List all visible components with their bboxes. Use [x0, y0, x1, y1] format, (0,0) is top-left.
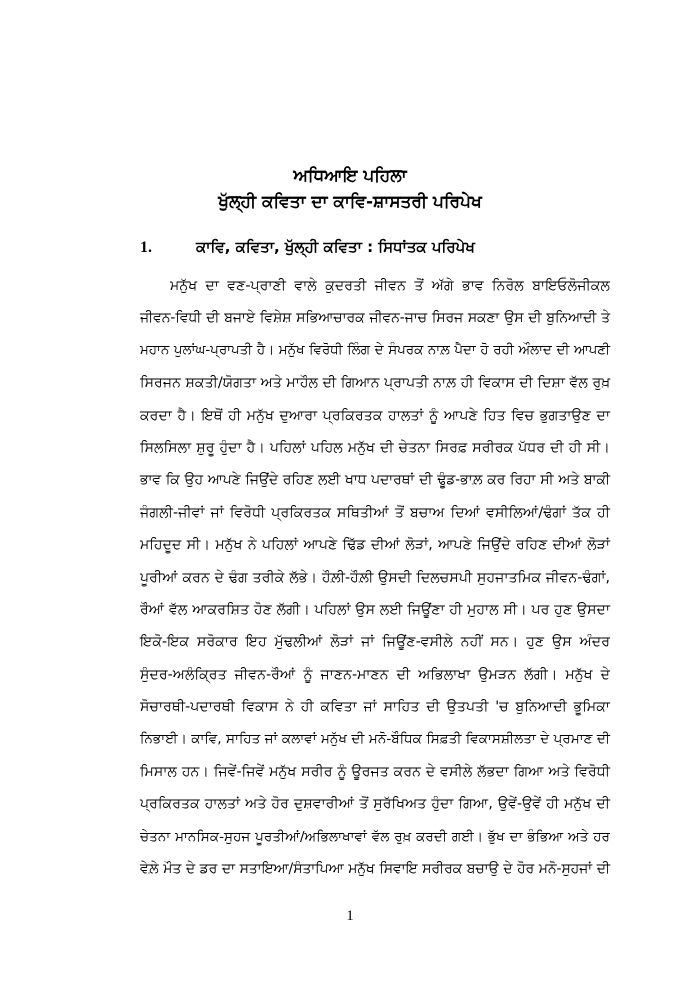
- body-paragraph: [140, 270, 610, 885]
- body-line: ਸੋਚਾਰਥੀ-ਪਦਾਰਥੀ ਵਿਕਾਸ ਨੇ ਹੀ ਕਵਿਤਾ ਜਾਂ ਸਾਹਿਤ ਦੀ ਉਤਪਤੀ 'ਚ ਬੁਨਿਆਦੀ ਭੂਮਿਕਾ: [140, 699, 610, 716]
- section-title: ਕਾਵਿ, ਕਵਿਤਾ, ਖੁੱਲ੍ਹੀ ਕਵਿਤਾ : ਸਿਧਾਂਤਕ ਪਰਿਪੇਖ: [196, 238, 475, 256]
- body-line: ਸਿਰਜਨ ਸ਼ਕਤੀ/ਯੋਗਤਾ ਅਤੇ ਮਾਹੌਲ ਦੀ ਗਿਆਨ ਪ੍ਰਾਪਤੀ ਨਾਲ਼ ਹੀ ਵਿਕਾਸ ਦੀ ਦਿਸ਼ਾ ਵੱਲ ਰੁਖ਼: [140, 375, 611, 392]
- body-line: ਨਿਭਾਈ। ਕਾਵਿ, ਸਾਹਿਤ ਜਾਂ ਕਲਾਵਾਂ ਮਨੁੱਖ ਦੀ ਮਨੋ-ਬੌਧਿਕ ਸਿਫ਼ਤੀ ਵਿਕਾਸਸ਼ੀਲਤਾ ਦੇ ਪ੍ਰਮਾਣ ਦੀ: [140, 731, 610, 748]
- body-line: ਜੀਵਨ-ਵਿਧੀ ਦੀ ਬਜਾਏ ਵਿਸ਼ੇਸ਼ ਸਭਿਆਚਾਰਕ ਜੀਵਨ-ਜਾਚ ਸਿਰਜ ਸਕਣਾ ਉਸ ਦੀ ਬੁਨਿਆਦੀ ਤੇ: [140, 310, 610, 327]
- body-line: ਪੂਰੀਆਂ ਕਰਨ ਦੇ ਢੰਗ ਤਰੀਕੇ ਲੱਭੇ। ਹੌਲ਼ੀ-ਹੌਲ਼ੀ ਉਸਦੀ ਦਿਲਚਸਪੀ ਸੁਹਜਾਤਮਿਕ ਜੀਵਨ-ਢੰਗਾਂ,: [140, 569, 610, 586]
- chapter-title: ਖੁੱਲ੍ਹੀ ਕਵਿਤਾ ਦਾ ਕਾਵਿ-ਸ਼ਾਸਤਰੀ ਪਰਿਪੇਖ: [218, 192, 482, 212]
- body-line: ਮਹਾਨ ਪੁਲਾਂਘ-ਪ੍ਰਾਪਤੀ ਹੈ। ਮਨੁੱਖ ਵਿਰੋਧੀ ਲਿੰਗ ਦੇ ਸੰਪਰਕ ਨਾਲ਼ ਪੈਦਾ ਹੋ ਰਹੀ ਔਲਾਦ ਦੀ ਆਪਣੀ: [140, 342, 610, 358]
- section-heading: [140, 238, 475, 257]
- section-number: 1.: [140, 239, 152, 256]
- body-line: ਮਨੁੱਖ ਦਾ ਵਣ-ਪ੍ਰਾਣੀ ਵਾਲੇ ਕੁਦਰਤੀ ਜੀਵਨ ਤੋਂ ਅੱਗੇ ਭਾਵ ਨਿਰੋਲ ਬਾਇਓਲੋਜੀਕਲ: [170, 278, 610, 294]
- body-line: ਮਹਿਦੂਦ ਸੀ। ਮਨੁੱਖ ਨੇ ਪਹਿਲਾਂ ਆਪਣੇ ਢਿੱਡ ਦੀਆਂ ਲੋੜਾਂ, ਆਪਣੇ ਜਿਉਂਦੇ ਰਹਿਣ ਦੀਆਂ ਲੋੜਾਂ: [140, 537, 610, 554]
- body-line: ਮਿਸਾਲ ਹਨ। ਜਿਵੇਂ-ਜਿਵੇਂ ਮਨੁੱਖ ਸਰੀਰ ਨੂੰ ਊਰਜਤ ਕਰਨ ਦੇ ਵਸੀਲੇ ਲੱਭਦਾ ਗਿਆ ਅਤੇ ਵਿਰੋਧੀ: [140, 763, 610, 780]
- page-number: 1: [346, 908, 354, 924]
- body-line: ਕਰਦਾ ਹੈ। ਇਥੋਂ ਹੀ ਮਨੁੱਖ ਦੁਆਰਾ ਪ੍ਰਕਿਰਤਕ ਹਾਲਤਾਂ ਨੂੰ ਆਪਣੇ ਹਿਤ ਵਿਚ ਭੁਗਤਾਉਣ ਦਾ: [140, 407, 610, 424]
- body-line: ਸਿਲਸਿਲਾ ਸ਼ੁਰੂ ਹੁੰਦਾ ਹੈ। ਪਹਿਲਾਂ ਪਹਿਲ ਮਨੁੱਖ ਦੀ ਚੇਤਨਾ ਸਿਰਫ਼ ਸਰੀਰਕ ਪੱਧਰ ਦੀ ਹੀ ਸੀ।: [140, 439, 610, 456]
- chapter-label: ਅਧਿਆਇ ਪਹਿਲਾ: [293, 166, 407, 186]
- body-line: ਜੰਗਲੀ-ਜੀਵਾਂ ਜਾਂ ਵਿਰੋਧੀ ਪ੍ਰਕਿਰਤਕ ਸਥਿਤੀਆਂ ਤੋਂ ਬਚਾਅ ਦਿਆਂ ਵਸੀਲਿਆਂ/ਢੰਗਾਂ ਤੱਕ ਹੀ: [140, 504, 610, 521]
- body-line: ਭਾਵ ਕਿ ਉਹ ਆਪਣੇ ਜਿਉਂਦੇ ਰਹਿਣ ਲਈ ਖਾਧ ਪਦਾਰਥਾਂ ਦੀ ਢੂੰਡ-ਭਾਲ਼ ਕਰ ਰਿਹਾ ਸੀ ਅਤੇ ਬਾਕੀ: [140, 472, 610, 489]
- body-line: ਪ੍ਰਕਿਰਤਕ ਹਾਲਤਾਂ ਅਤੇ ਹੋਰ ਦੁਸ਼ਵਾਰੀਆਂ ਤੋਂ ਸੁਰੱਖਿਅਤ ਹੁੰਦਾ ਗਿਆ, ਉਵੇਂ-ਉਵੇਂ ਹੀ ਮਨੁੱਖ ਦੀ: [140, 796, 610, 813]
- body-line: ਰੌਆਂ ਵੱਲ ਆਕਰਸ਼ਿਤ ਹੋਣ ਲੱਗੀ। ਪਹਿਲਾਂ ਉਸ ਲਈ ਜਿਊਂਣਾ ਹੀ ਮੁਹਾਲ ਸੀ। ਪਰ ਹੁਣ ਉਸਦਾ: [140, 601, 610, 618]
- body-line: ਇਕੋ-ਇਕ ਸਰੋਕਾਰ ਇਹ ਮੁੱਢਲੀਆਂ ਲੋੜਾਂ ਜਾਂ ਜਿਊਂਣ-ਵਸੀਲੇ ਨਹੀਂ ਸਨ। ਹੁਣ ਉਸ ਅੰਦਰ: [140, 634, 610, 651]
- body-line: ਚੇਤਨਾ ਮਾਨਸਿਕ-ਸੁਹਜ ਪੂਰਤੀਆਂ/ਅਭਿਲਾਖਾਵਾਂ ਵੱਲ ਰੁਖ਼ ਕਰਦੀ ਗਈ। ਭੁੱਖ ਦਾ ਭੰਭਿਆ ਅਤੇ ਹਰ: [140, 828, 610, 845]
- body-line: ਵੇਲ਼ੇ ਮੌਤ ਦੇ ਡਰ ਦਾ ਸਤਾਇਆ/ਸੰਤਾਪਿਆ ਮਨੁੱਖ ਸਿਵਾਇ ਸਰੀਰਕ ਬਚਾਉ ਦੇ ਹੋਰ ਮਨੋ-ਸੁਹਜਾਂ ਦੀ: [140, 861, 610, 878]
- body-line: ਸੁੰਦਰ-ਅਲੰਕ੍ਰਿਤ ਜੀਵਨ-ਰੌਆਂ ਨੂੰ ਜਾਣਨ-ਮਾਣਨ ਦੀ ਅਭਿਲਾਖਾ ਉਮੜਨ ਲੱਗੀ। ਮਨੁੱਖ ਦੇ: [140, 666, 610, 683]
